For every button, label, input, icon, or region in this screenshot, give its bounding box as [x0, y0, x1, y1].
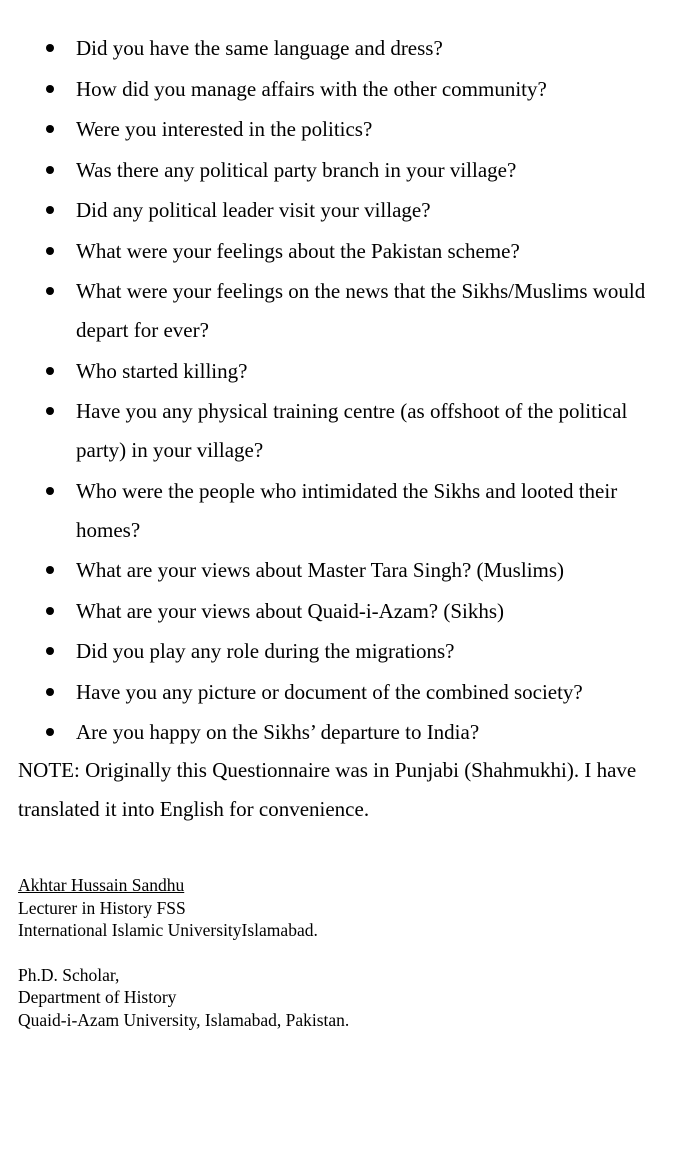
question-text: Are you happy on the Sikhs’ departure to India? [76, 720, 480, 744]
question-item [0, 29, 700, 68]
question-text: Were you interested in the politics? [76, 117, 373, 141]
question-item [0, 632, 700, 671]
question-text: How did you manage affairs with the other community? [76, 76, 547, 101]
bullet-icon [46, 688, 54, 696]
question-text: Have you any picture or document of the combined society? [76, 679, 583, 704]
question-text: What are your views about Quaid-i-Azam? (Sikhs) [76, 598, 505, 623]
question-item [0, 70, 700, 109]
translation-note: NOTE: Originally this Questionnaire was in Punjabi (Shahmukhi). I have translated it into English for convenience. [18, 758, 637, 821]
questionnaire-list [0, 29, 700, 754]
bullet-icon [46, 206, 54, 214]
author-name: Akhtar Hussain Sandhu [18, 875, 185, 895]
question-text: Did you have the same language and dress? [76, 36, 443, 60]
bullet-icon [46, 125, 54, 133]
question-item [0, 352, 700, 391]
bullet-icon [46, 85, 54, 93]
question-item [0, 713, 700, 752]
question-item [0, 551, 700, 590]
question-item [0, 673, 700, 712]
bullet-icon [46, 566, 54, 574]
question-item [0, 592, 700, 631]
author-signature-block [18, 874, 349, 1031]
question-item [0, 110, 700, 149]
question-text: Who were the people who intimidated the Sikhs and looted their homes? [76, 478, 618, 542]
bullet-icon [46, 407, 54, 415]
question-item [0, 272, 700, 350]
question-item [0, 151, 700, 190]
signature-spacer [18, 942, 349, 964]
question-text: Have you any physical training centre (as offshoot of the political party) in your village? [76, 399, 628, 462]
question-text: Did any political leader visit your village? [76, 198, 431, 222]
bullet-icon [46, 367, 54, 375]
question-text: Who started killing? [76, 358, 248, 383]
question-item [0, 232, 700, 271]
bullet-icon [46, 287, 54, 295]
bullet-icon [46, 647, 54, 655]
bullet-icon [46, 487, 54, 495]
bullet-icon [46, 166, 54, 174]
author-institution: International Islamic UniversityIslamabad. [18, 920, 318, 940]
question-text: Did you play any role during the migrations? [76, 639, 455, 663]
question-text: What were your feelings about the Pakistan scheme? [76, 238, 520, 263]
bullet-icon [46, 44, 54, 52]
author-title: Lecturer in History FSS [18, 897, 186, 918]
bullet-icon [46, 728, 54, 736]
bullet-icon [46, 247, 54, 255]
question-item [0, 392, 700, 470]
question-item [0, 191, 700, 230]
question-text: Was there any political party branch in your village? [76, 157, 517, 182]
author-degree: Ph.D. Scholar, [18, 964, 120, 985]
author-department: Department of History [18, 987, 177, 1007]
question-text: What were your feelings on the news that the Sikhs/Muslims would depart for ever? [76, 279, 646, 342]
question-text: What are your views about Master Tara Singh? (Muslims) [76, 558, 565, 582]
question-item [0, 472, 700, 550]
bullet-icon [46, 607, 54, 615]
author-university: Quaid-i-Azam University, Islamabad, Pakistan. [18, 1009, 350, 1030]
